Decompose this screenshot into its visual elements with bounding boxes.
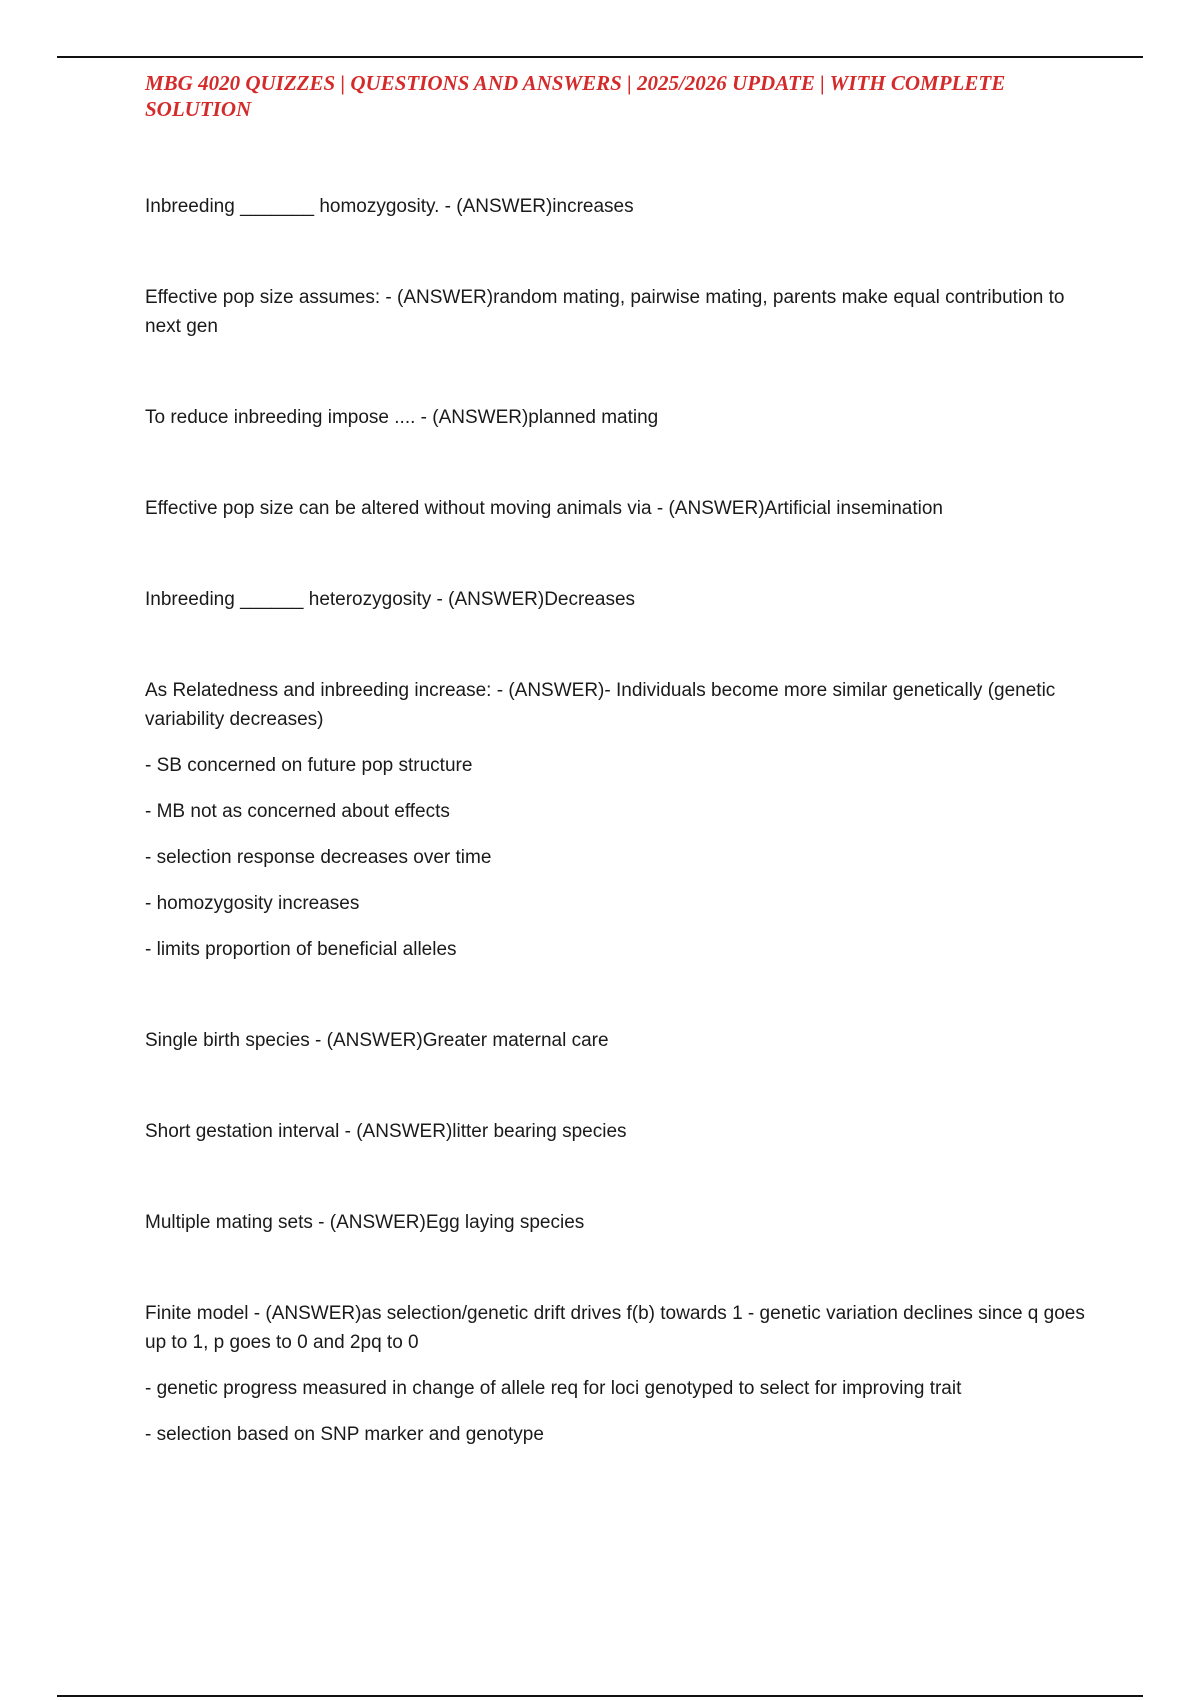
bottom-rule <box>57 1695 1143 1697</box>
qa-text: Effective pop size assumes: - (ANSWER)random mating, pairwise mating, parents make equal contribution to next gen <box>145 287 1065 337</box>
qa-item <box>145 403 1095 432</box>
qa-text: As Relatedness and inbreeding increase: - (ANSWER)- Individuals become more similar genetically (genetic variability decreases) <box>145 680 1056 730</box>
qa-sub-point: - MB not as concerned about effects <box>145 801 450 822</box>
top-rule <box>57 56 1143 58</box>
qa-text: Multiple mating sets - (ANSWER)Egg laying species <box>145 1212 585 1233</box>
qa-text: Short gestation interval - (ANSWER)litter bearing species <box>145 1121 627 1142</box>
qa-item <box>145 1026 1095 1055</box>
qa-item <box>145 676 1095 964</box>
qa-item <box>145 283 1095 341</box>
qa-sub-point: - selection based on SNP marker and genotype <box>145 1424 544 1445</box>
qa-item <box>145 1299 1095 1449</box>
qa-text: Single birth species - (ANSWER)Greater maternal care <box>145 1030 609 1051</box>
qa-sub-point: - genetic progress measured in change of allele req for loci genotyped to select for improving trait <box>145 1378 962 1399</box>
qa-item <box>145 1117 1095 1146</box>
qa-text: Effective pop size can be altered without moving animals via - (ANSWER)Artificial insemination <box>145 498 943 519</box>
qa-item <box>145 494 1095 523</box>
qa-text: To reduce inbreeding impose .... - (ANSWER)planned mating <box>145 407 659 428</box>
qa-item <box>145 192 1095 221</box>
qa-text: Finite model - (ANSWER)as selection/genetic drift drives f(b) towards 1 - genetic variation declines since q goes up to 1, p goes to 0 and 2pq to 0 <box>145 1303 1085 1353</box>
document-title: MBG 4020 QUIZZES | QUESTIONS AND ANSWERS | 2025/2026 UPDATE | WITH COMPLETE SOLUTION <box>145 71 1006 121</box>
qa-text: Inbreeding _______ homozygosity. - (ANSWER)increases <box>145 196 634 217</box>
qa-item <box>145 1208 1095 1237</box>
qa-item <box>145 585 1095 614</box>
qa-sub-point: - limits proportion of beneficial alleles <box>145 939 457 960</box>
qa-sub-point: - selection response decreases over time <box>145 847 492 868</box>
qa-text: Inbreeding ______ heterozygosity - (ANSWER)Decreases <box>145 589 636 610</box>
qa-sub-point: - homozygosity increases <box>145 893 360 914</box>
document-body <box>145 70 1095 1449</box>
qa-list <box>145 192 1095 1449</box>
qa-sub-point: - SB concerned on future pop structure <box>145 755 473 776</box>
